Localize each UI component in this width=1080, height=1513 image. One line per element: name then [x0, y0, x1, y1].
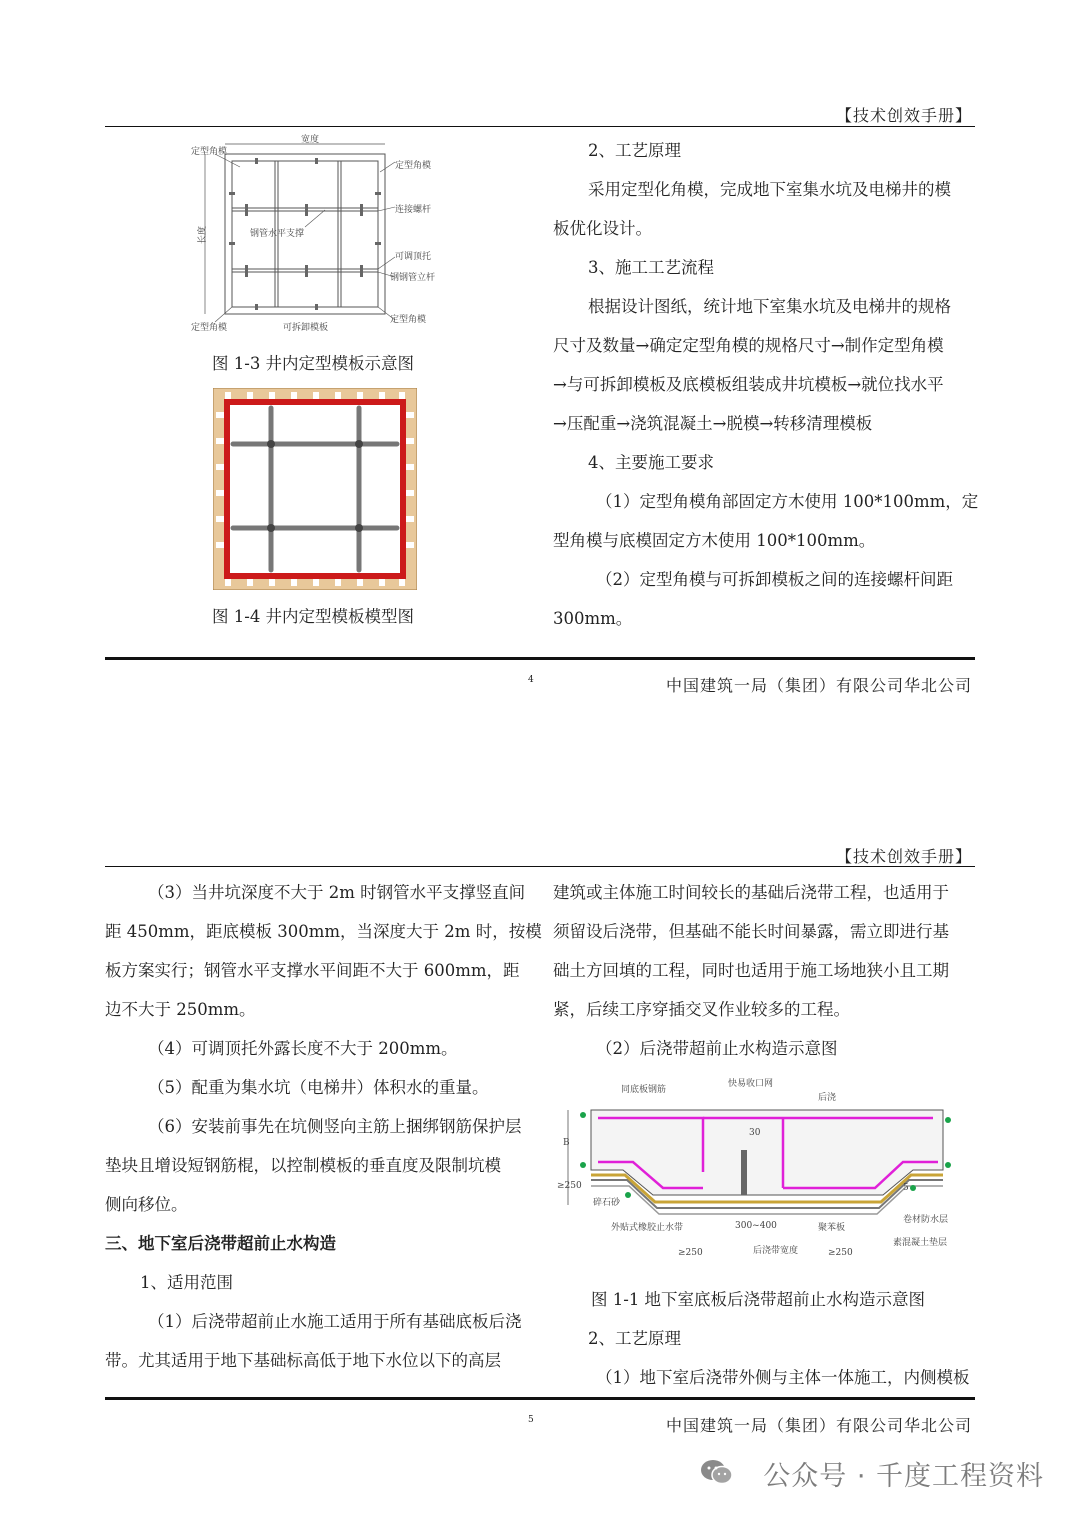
- p1-right-line-10: （1）定型角模角部固定方木使用 100*100mm，定: [596, 492, 979, 511]
- p2-left-line-1: （3）当井坑深度不大于 2m 时钢管水平支撑竖直间: [148, 883, 526, 902]
- p2-right-line-6: 2、工艺原理: [588, 1329, 681, 1348]
- p1-right-line-12: （2）定型角模与可拆卸模板之间的连接螺杆间距: [596, 570, 953, 589]
- label-corner-br: 定型角模: [390, 315, 427, 325]
- section-heading: 三、地下室后浇带超前止水构造: [105, 1234, 336, 1253]
- label-250b: ≥250: [828, 1248, 853, 1258]
- label-gravel: 碎石砂: [593, 1198, 621, 1208]
- document-page-1: [0, 0, 1080, 740]
- p1-right-line-4: 3、施工工艺流程: [588, 258, 714, 277]
- footer-rule: [105, 1397, 975, 1400]
- figure-1-1-caption: 图 1-1 地下室底板后浇带超前止水构造示意图: [591, 1290, 926, 1309]
- p2-left-line-8: 垫块且增设短钢筋棍，以控制模板的垂直度及限制坑模: [105, 1156, 501, 1175]
- p1-right-line-7: →与可拆卸模板及底模板组装成井坑模板→就位找水平: [553, 375, 944, 394]
- label-30: 30: [749, 1128, 761, 1138]
- p1-right-line-9: 4、主要施工要求: [588, 453, 714, 472]
- label-length: 长度: [198, 225, 208, 244]
- p2-right-line-4: 紧，后续工序穿插交叉作业较多的工程。: [553, 1000, 850, 1019]
- p2-left-line-4: 边不大于 250mm。: [105, 1000, 256, 1019]
- figure-1-4-model: [213, 388, 417, 590]
- header-rule: [105, 126, 975, 127]
- p1-right-line-3: 板优化设计。: [553, 219, 652, 238]
- p2-left-line-5: （4）可调顶托外露长度不大于 200mm。: [148, 1039, 458, 1058]
- label-width: 宽度: [301, 135, 320, 145]
- p2-left-line-7: （6）安装前事先在坑侧竖向主筋上捆绑钢筋保护层: [148, 1117, 522, 1136]
- p1-right-line-13: 300mm。: [553, 609, 633, 628]
- label-adjustable: 可调顶托: [395, 252, 432, 262]
- p2-right-line-3: 础土方回填的工程，同时也适用于施工场地狭小且工期: [553, 961, 949, 980]
- label-corner-tr: 定型角模: [395, 161, 432, 171]
- page-footer: 中国建筑一局（集团）有限公司华北公司: [665, 676, 972, 695]
- p1-right-line-6: 尺寸及数量→确定定型角模的规格尺寸→制作定型角模: [553, 336, 944, 355]
- label-waterstop: 外贴式橡胶止水带: [611, 1223, 684, 1233]
- page-header: 【技术创效手册】: [835, 847, 972, 866]
- label-corner-tl: 定型角模: [191, 147, 228, 157]
- p1-right-line-5: 根据设计图纸，统计地下室集水坑及电梯井的规格: [588, 297, 951, 316]
- figure-1-3-diagram: [185, 132, 445, 337]
- p2-left-line-6: （5）配重为集水坑（电梯井）体积水的重量。: [148, 1078, 489, 1097]
- p2-right-line-1: 建筑或主体施工时间较长的基础后浇带工程，也适用于: [553, 883, 949, 902]
- p2-right-line-2: 须留设后浇带，但基础不能长时间暴露，需立即进行基: [553, 922, 949, 941]
- p1-right-line-2: 采用定型化角模，完成地下室集水坑及电梯井的模: [588, 180, 951, 199]
- p2-left-line-3: 板方案实行；钢管水平支撑水平间距不大于 600mm，距: [105, 961, 520, 980]
- label-bolt: 连接螺杆: [395, 205, 432, 215]
- label-5: 5: [903, 1183, 909, 1193]
- label-mesh: 快易收口网: [728, 1079, 774, 1089]
- page-header: 【技术创效手册】: [835, 106, 972, 125]
- p2-left-line-9: 侧向移位。: [105, 1195, 188, 1214]
- label-removable: 可拆卸模板: [283, 323, 329, 333]
- page-footer: 中国建筑一局（集团）有限公司华北公司: [665, 1416, 972, 1435]
- label-post: 后浇: [818, 1093, 837, 1103]
- page-number: 4: [528, 675, 534, 685]
- label-cushion: 素混凝土垫层: [893, 1238, 948, 1248]
- label-steel-support: 钢管水平支撑: [250, 229, 305, 239]
- watermark-text: 公众号 · 千度工程资料: [763, 1461, 1044, 1492]
- label-d250: ≥250: [557, 1181, 582, 1191]
- p2-right-line-7: （1）地下室后浇带外侧与主体一体施工，内侧模板: [596, 1368, 970, 1387]
- figure-1-3-caption: 图 1-3 井内定型模板示意图: [212, 354, 415, 373]
- header-rule: [105, 866, 975, 867]
- p2-left-line-2: 距 450mm，距底模板 300mm，当深度大于 2m 时，按模: [105, 922, 542, 941]
- label-width: 后浇带宽度: [753, 1246, 799, 1256]
- label-range: 300~400: [735, 1221, 777, 1231]
- p1-right-line-8: →压配重→浇筑混凝土→脱模→转移清理模板: [553, 414, 873, 433]
- footer-rule: [105, 657, 975, 660]
- label-corner-bl: 定型角模: [191, 323, 228, 333]
- label-membrane: 卷材防水层: [903, 1215, 949, 1225]
- figure-1-4-caption: 图 1-4 井内定型模板模型图: [212, 607, 415, 626]
- figure-1-1-diagram: [553, 1070, 973, 1270]
- label-rebar: 同底板钢筋: [621, 1085, 667, 1095]
- label-steel-post: 钢钢管立杆: [390, 273, 436, 283]
- wechat-icon: [700, 1458, 734, 1486]
- document-page-2: [0, 740, 1080, 1440]
- label-b: B: [563, 1138, 570, 1148]
- label-250a: ≥250: [678, 1248, 703, 1258]
- p2-left-line-12: （1）后浇带超前止水施工适用于所有基础底板后浇: [148, 1312, 522, 1331]
- p2-left-line-13: 带。尤其适用于地下基础标高低于地下水位以下的高层: [105, 1351, 501, 1370]
- p2-left-line-11: 1、适用范围: [140, 1273, 233, 1292]
- p1-right-line-11: 型角模与底模固定方木使用 100*100mm。: [553, 531, 876, 550]
- page-number: 5: [528, 1415, 534, 1425]
- p1-right-line-1: 2、工艺原理: [588, 141, 681, 160]
- label-board: 聚苯板: [818, 1223, 846, 1233]
- p2-right-line-5: （2）后浇带超前止水构造示意图: [596, 1039, 838, 1058]
